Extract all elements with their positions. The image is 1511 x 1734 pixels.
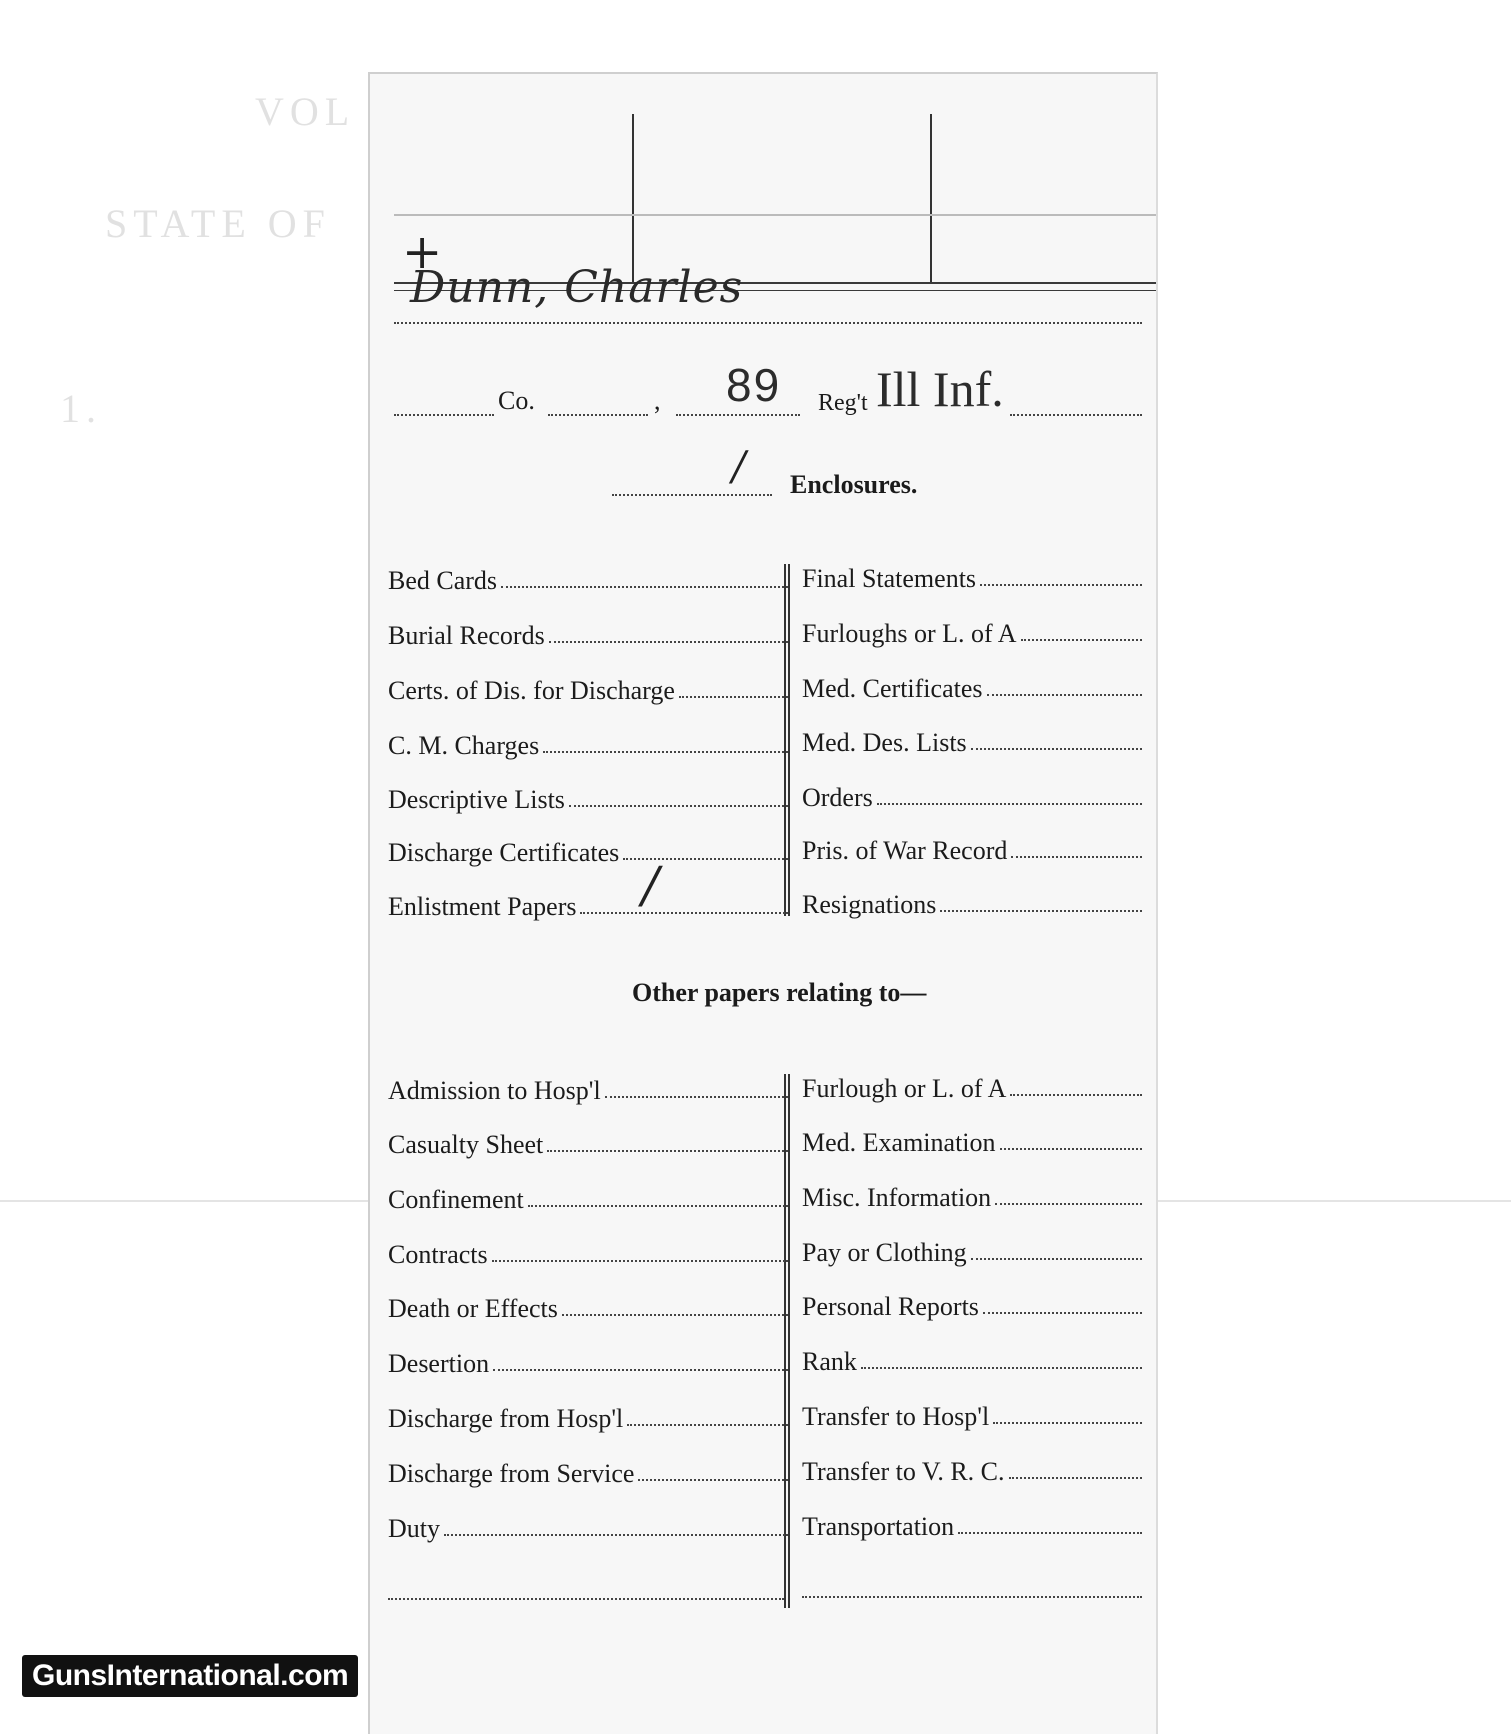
enclosure-right-row: Resignations — [802, 884, 1142, 920]
cross-mark: + — [402, 224, 443, 280]
enclosure-left-row: Bed Cards — [388, 560, 788, 596]
other-left-row: Desertion — [388, 1343, 788, 1379]
enclosures-heading: Enclosures. — [790, 470, 918, 499]
regiment-unit: Ill Inf. — [876, 361, 1004, 417]
rank-line — [394, 414, 494, 416]
regiment-number-line — [676, 414, 800, 416]
enclosure-left-row: Discharge Certificates — [388, 832, 788, 868]
enclosure-left-row: C. M. Charges — [388, 725, 788, 761]
other-right-row: Transfer to V. R. C. — [802, 1451, 1142, 1487]
enclosure-right-row: Furloughs or L. of A — [802, 613, 1142, 649]
other-left-row: Casualty Sheet — [388, 1124, 788, 1160]
company-line — [548, 414, 648, 416]
enclosures-count-mark: / — [732, 444, 746, 490]
enclosure-left-row: Descriptive Lists — [388, 779, 788, 815]
other-right-row: Transfer to Hosp'l — [802, 1396, 1142, 1432]
company-label: Co. — [498, 386, 535, 415]
enclosure-right-row: Med. Certificates — [802, 668, 1142, 704]
other-right-row: Transportation — [802, 1506, 1142, 1542]
enclosure-right-row: Final Statements — [802, 558, 1142, 594]
enclosure-right-row: Med. Des. Lists — [802, 722, 1142, 758]
soldier-name: Dunn, Charles — [410, 262, 744, 313]
other-left-row: Admission to Hosp'l — [388, 1070, 788, 1106]
other-right-row: Rank — [802, 1341, 1142, 1377]
other-left-row: Confinement — [388, 1179, 788, 1215]
other-right-row: Pay or Clothing — [802, 1232, 1142, 1268]
name-line — [394, 322, 1142, 324]
regiment-line — [1010, 414, 1142, 416]
enclosure-left-row: Burial Records — [388, 615, 788, 651]
ghost-subheading: STATE OF — [105, 201, 331, 246]
other-right-row: Personal Reports — [802, 1286, 1142, 1322]
guns-international-logo: GunsInternational.com — [22, 1655, 358, 1697]
other-right-row: Med. Examination — [802, 1122, 1142, 1158]
enclosure-right-row: Pris. of War Record — [802, 830, 1142, 866]
other-left-row: Death or Effects — [388, 1288, 788, 1324]
header-rule-top — [394, 214, 1158, 216]
header-divider-2 — [930, 114, 932, 284]
other-left-row: Discharge from Hosp'l — [388, 1398, 788, 1434]
other-papers-heading: Other papers relating to— — [632, 978, 927, 1007]
other-right-blank-line — [802, 1596, 1142, 1598]
other-left-row: Contracts — [388, 1234, 788, 1270]
other-right-row: Furlough or L. of A — [802, 1068, 1142, 1104]
regiment-label: Reg't — [818, 390, 868, 416]
enclosure-left-row: Certs. of Dis. for Discharge — [388, 670, 788, 706]
other-right-row: Misc. Information — [802, 1177, 1142, 1213]
record-card — [368, 72, 1158, 1734]
other-left-blank-line — [388, 1598, 784, 1600]
ghost-heading: VOL — [255, 89, 356, 134]
other-left-row: Discharge from Service — [388, 1453, 788, 1489]
header-divider-1 — [632, 114, 634, 284]
enclosure-right-row: Orders — [802, 777, 1142, 813]
regiment-number: 89 — [726, 359, 782, 411]
enclosures-count-line — [612, 494, 772, 496]
comma-separator: , — [654, 386, 661, 415]
enlistment-check-mark: / — [642, 856, 659, 914]
ghost-number: 1. — [60, 386, 102, 431]
other-left-row: Duty — [388, 1508, 788, 1544]
enclosure-left-row: Enlistment Papers — [388, 886, 788, 922]
